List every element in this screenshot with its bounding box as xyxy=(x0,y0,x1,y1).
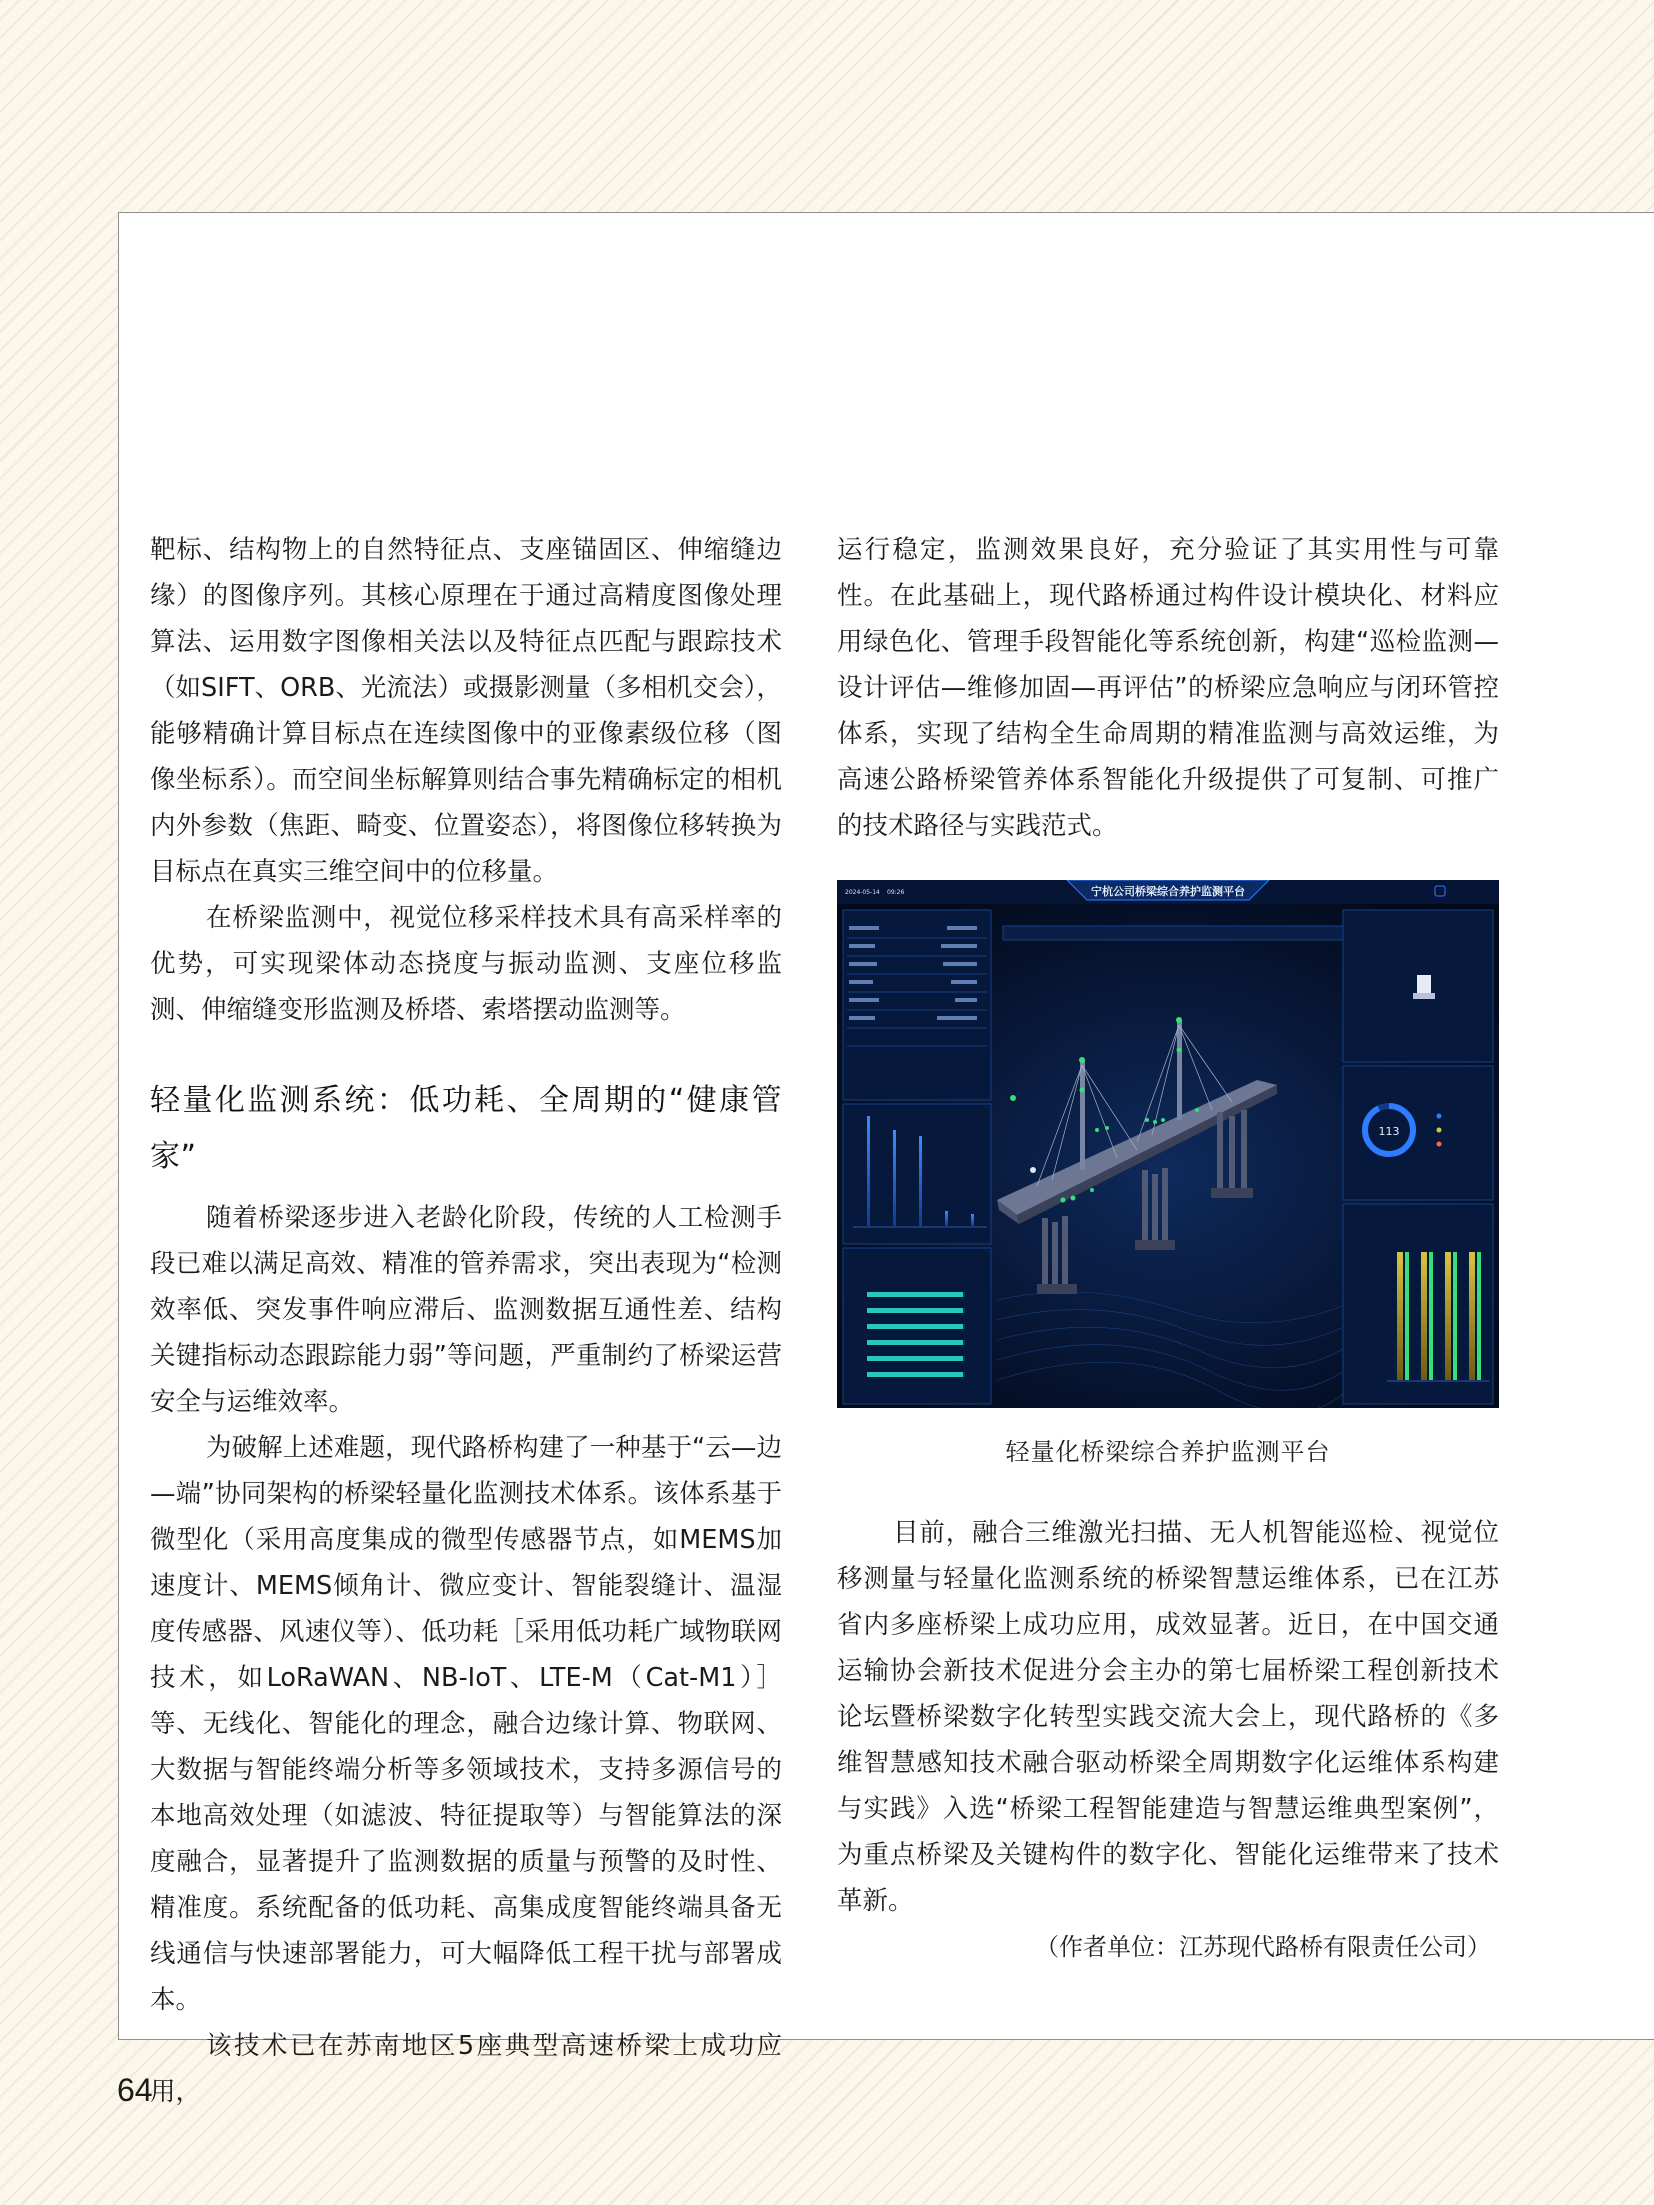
paragraph: 运行稳定，监测效果良好，充分验证了其实用性与可靠性。在此基础上，现代路桥通过构件设计模块化、材料应用绿色化、管理手段智能化等系统创新，构建“巡检监测—设计评估—维修加固—再评估”的桥梁应急响应与闭环管控体系，实现了结构全生命周期的精准监测与高效运维，为高速公路桥梁管养体系智能化升级提供了可复制、可推广的技术路径与实践范式。 xyxy=(837,535,1499,841)
paragraph: 目前，融合三维激光扫描、无人机智能巡检、视觉位移测量与轻量化监测系统的桥梁智慧运维体系，已在江苏省内多座桥梁上成功应用，成效显著。近日，在中国交通运输协会新技术促进分会主办的第七届桥梁工程创新技术论坛暨桥梁数字化转型实践交流大会上，现代路桥的《多维智慧感知技术融合驱动桥梁全周期数字化运维体系构建与实践》入选“桥梁工程智能建造与智慧运维典型案例”，为重点桥梁及关键构件的数字化、智能化运维带来了技术革新。 xyxy=(837,1518,1499,1916)
paragraph: 靶标、结构物上的自然特征点、支座锚固区、伸缩缝边缘）的图像序列。其核心原理在于通过高精度图像处理算法、运用数字图像相关法以及特征点匹配与跟踪技术（如SIFT、ORB、光流法）或摄影测量（多相机交会），能够精确计算目标点在连续图像中的亚像素级位移（图像坐标系）。而空间坐标解算则结合事先精确标定的相机内外参数（焦距、畸变、位置姿态），将图像位移转换为目标点在真实三维空间中的位移量。 xyxy=(150,535,782,887)
dashboard-time: 09:26 xyxy=(887,889,905,896)
paragraph: 为破解上述难题，现代路桥构建了一种基于“云—边—端”协同架构的桥梁轻量化监测技术体系。该体系基于微型化（采用高度集成的微型传感器节点，如MEMS加速度计、MEMS倾角计、微应变计、智能裂缝计、温湿度传感器、风速仪等）、低功耗［采用低功耗广域物联网技术，如LoRaWAN、NB-IoT、LTE-M（Cat-M1）］等、无线化、智能化的理念，融合边缘计算、物联网、大数据与智能终端分析等多领域技术，支持多源信号的本地高效处理（如滤波、特征提取等）与智能算法的深度融合，显著提升了监测数据的质量与预警的及时性、精准度。系统配备的低功耗、高集成度智能终端具备无线通信与快速部署能力，可大幅降低工程干扰与部署成本。 xyxy=(150,1433,782,2015)
paragraph: 在桥梁监测中，视觉位移采样技术具有高采样率的优势，可实现梁体动态挠度与振动监测、支座位移监测、伸缩缝变形监测及桥塔、索塔摆动监测等。 xyxy=(150,903,782,1025)
author-affiliation: （作者单位：江苏现代路桥有限责任公司） xyxy=(1035,1933,1491,1961)
dashboard-figure xyxy=(837,880,1499,1408)
dashboard-image xyxy=(837,880,1499,1408)
right-column-top xyxy=(837,527,1499,849)
dashboard-title: 宁杭公司桥梁综合养护监测平台 xyxy=(1091,885,1245,898)
page-number: 64 xyxy=(117,2072,153,2108)
paragraph: 随着桥梁逐步进入老龄化阶段，传统的人工检测手段已难以满足高效、精准的管养需求，突出表现为“检测效率低、突发事件响应滞后、监测数据互通性差、结构关键指标动态跟踪能力弱”等问题，严重制约了桥梁运营安全与运维效率。 xyxy=(150,1203,782,1417)
right-column-bottom xyxy=(837,1510,1499,1970)
section-heading: 轻量化监测系统：低功耗、全周期的“健康管家” xyxy=(150,1083,782,1174)
dashboard-date: 2024-05-14 xyxy=(845,889,880,896)
figure-caption: 轻量化桥梁综合养护监测平台 xyxy=(1005,1438,1331,1466)
ring-value: 113 xyxy=(1378,1125,1400,1138)
left-column xyxy=(150,527,782,2115)
paragraph: 该技术已在苏南地区5座典型高速桥梁上成功应用， xyxy=(150,2031,782,2107)
